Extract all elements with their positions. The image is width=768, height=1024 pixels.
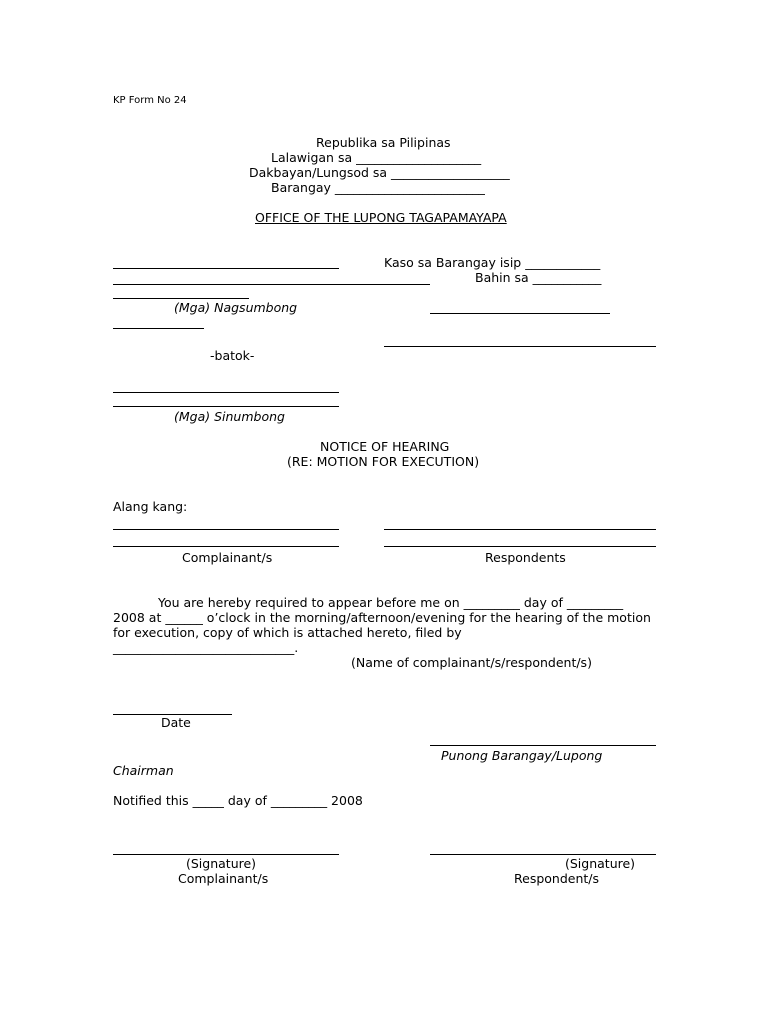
complainant-signature-label: (Signature) xyxy=(186,856,257,871)
complainants-label: (Mga) Nagsumbong xyxy=(174,300,298,315)
case-number-field: Kaso sa Barangay isip ____________ xyxy=(384,255,601,270)
body-line-1: You are hereby required to appear before me on _________ day of _________ xyxy=(158,595,624,610)
complainant-role-label: Complainant/s xyxy=(178,871,269,886)
body-line-5: (Name of complainant/s/respondent/s) xyxy=(351,655,592,670)
notice-title: NOTICE OF HEARING xyxy=(320,439,450,454)
case-detail-line-2 xyxy=(384,346,656,347)
addressee-respondent-line-2 xyxy=(384,546,656,547)
addressee-respondents-caption: Respondents xyxy=(485,550,566,565)
chairman-title-1: Punong Barangay/Lupong xyxy=(441,748,603,763)
addressee-complainant-line-2 xyxy=(113,546,339,547)
respondent-signature-line xyxy=(430,854,656,855)
addressee-label: Alang kang: xyxy=(113,499,188,514)
addressee-complainants-caption: Complainant/s xyxy=(182,550,273,565)
body-line-4: _____________________________. xyxy=(113,640,299,655)
versus-label: -batok- xyxy=(210,348,255,363)
date-label: Date xyxy=(161,715,191,730)
complainant-signature-line xyxy=(113,854,339,855)
complainant-name-line-2 xyxy=(113,284,430,285)
complainant-name-line-3 xyxy=(113,298,249,299)
republic-heading: Republika sa Pilipinas xyxy=(316,135,451,150)
province-field: Lalawigan sa ____________________ xyxy=(271,150,482,165)
respondent-name-line-2 xyxy=(113,406,339,407)
complainant-name-line-1 xyxy=(113,268,339,269)
barangay-field: Barangay ________________________ xyxy=(271,180,485,195)
complainant-name-line-4 xyxy=(113,328,204,329)
notified-line: Notified this _____ day of _________ 2008 xyxy=(113,793,363,808)
office-heading: OFFICE OF THE LUPONG TAGAPAMAYAPA xyxy=(255,210,507,225)
addressee-complainant-line-1 xyxy=(113,529,339,530)
respondent-signature-label: (Signature) xyxy=(565,856,636,871)
city-field: Dakbayan/Lungsod sa ___________________ xyxy=(249,165,510,180)
respondent-role-label: Respondent/s xyxy=(514,871,600,886)
respondents-label: (Mga) Sinumbong xyxy=(174,409,285,424)
case-detail-line-1 xyxy=(430,313,610,314)
form-number: KP Form No 24 xyxy=(113,95,187,106)
notice-subtitle: (RE: MOTION FOR EXECUTION) xyxy=(287,454,480,469)
respondent-name-line-1 xyxy=(113,392,339,393)
body-line-2: 2008 at ______ o’clock in the morning/afternoon/evening for the hearing of the motion xyxy=(113,610,651,625)
body-line-3: for execution, copy of which is attached hereto, filed by xyxy=(113,625,462,640)
section-field: Bahin sa ___________ xyxy=(475,270,602,285)
addressee-respondent-line-1 xyxy=(384,529,656,530)
chairman-signature-line xyxy=(430,745,656,746)
chairman-title-2: Chairman xyxy=(113,763,174,778)
